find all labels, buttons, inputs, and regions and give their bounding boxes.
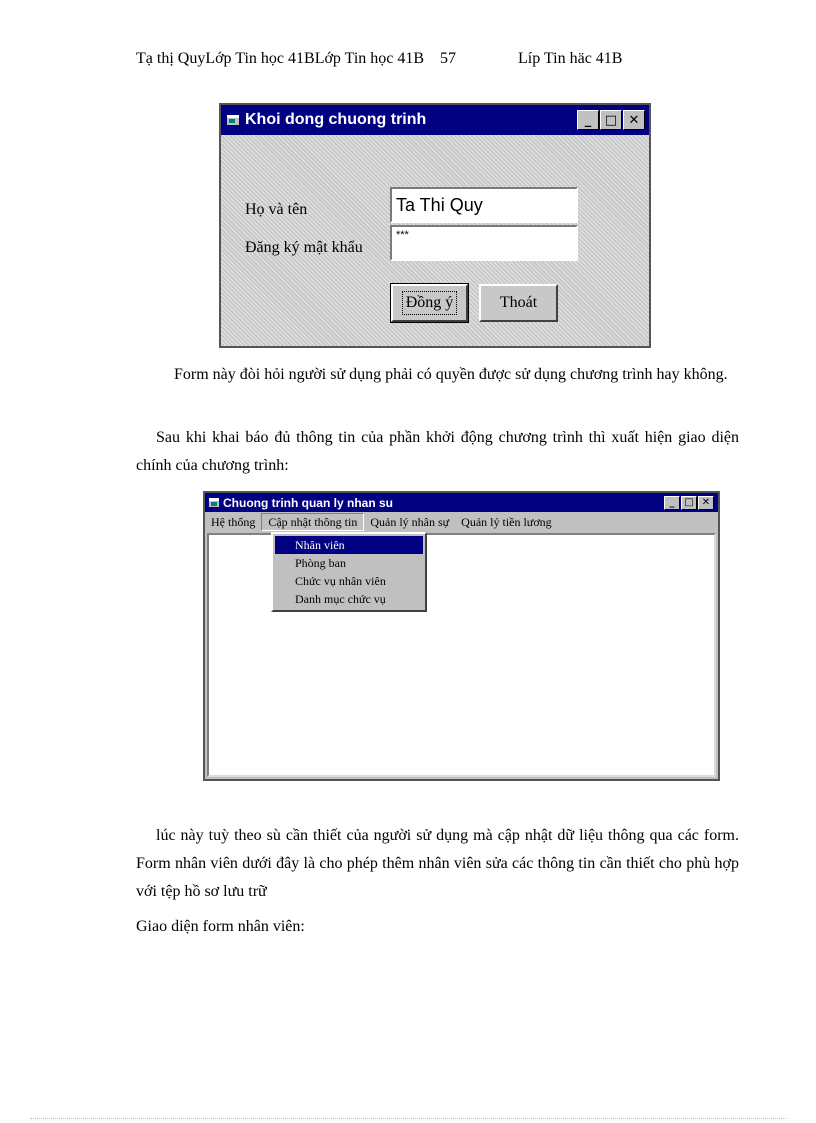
menu-item-chuc-vu-nhan-vien[interactable]: Chức vụ nhân viên — [295, 574, 386, 588]
exit-button-label: Thoát — [499, 294, 538, 311]
page-header-left: Tạ thị QuyLớp Tin học 41BLớp Tin học 41B — [136, 50, 425, 67]
password-field[interactable]: *** — [390, 225, 578, 261]
login-dialog-titlebar — [221, 105, 649, 135]
app-window-icon — [209, 498, 219, 507]
app-window-icon — [227, 115, 239, 125]
maximize-button[interactable] — [600, 110, 622, 130]
menu-item-danh-muc-chuc-vu[interactable]: Danh mục chức vụ — [295, 592, 386, 606]
login-dialog — [219, 103, 651, 348]
minimize-icon: _ — [669, 496, 675, 508]
page-header-right: Líp Tin häc 41B — [518, 50, 623, 67]
window-controls — [577, 110, 645, 130]
menu-bar — [205, 512, 718, 532]
menu-quan-ly-nhan-su[interactable]: Quản lý nhân sự — [370, 515, 450, 529]
menu-item-phong-ban[interactable]: Phòng ban — [295, 556, 346, 570]
close-button[interactable] — [698, 496, 714, 510]
main-window-titlebar — [205, 493, 718, 512]
name-field[interactable]: Ta Thi Quy — [390, 187, 578, 223]
page-bottom-rule — [30, 1118, 786, 1119]
maximize-icon: □ — [604, 112, 618, 128]
close-icon: ✕ — [701, 496, 711, 508]
menu-cap-nhat-thong-tin[interactable]: Cập nhật thông tin — [261, 513, 364, 531]
paragraph-1: Form này đòi hỏi người sử dụng phải có quyền được sử dụng chương trình hay không. — [174, 366, 728, 383]
menu-quan-ly-tien-luong[interactable]: Quản lý tiền lương — [461, 515, 552, 529]
paragraph-3: lúc này tuỳ theo sù cần thiết của người sử dụng mà cập nhật dữ liệu thông qua các form. Form nhân viên dưới đây là cho phép thêm nhân viên sửa các thông tin cần thiết cho phù hợp với tệp hồ sơ lưu trữ — [136, 827, 739, 900]
maximize-icon: □ — [684, 496, 694, 508]
menu-he-thong[interactable]: Hệ thống — [211, 515, 256, 529]
ok-button-label: Đồng ý — [402, 291, 458, 315]
minimize-button[interactable] — [664, 496, 680, 510]
minimize-icon: _ — [584, 112, 592, 128]
main-window-title: Chuong trinh quan ly nhan su — [223, 495, 393, 510]
minimize-button[interactable] — [577, 110, 599, 130]
close-button[interactable] — [623, 110, 645, 130]
window-controls — [664, 496, 714, 510]
menu-item-nhan-vien[interactable]: Nhân viên — [275, 536, 423, 554]
ok-button[interactable] — [391, 284, 468, 322]
close-icon: ✕ — [628, 112, 640, 128]
login-dialog-title: Khoi dong chuong trinh — [245, 111, 427, 128]
paragraph-2: Sau khi khai báo đủ thông tin của phần khởi động chương trình thì xuất hiện giao diện chính của chương trình: — [136, 429, 739, 474]
exit-button[interactable] — [479, 284, 558, 322]
dropdown-menu — [271, 532, 427, 612]
password-label: Đăng ký mật khẩu — [245, 239, 363, 256]
page-number: 57 — [440, 50, 456, 67]
name-label: Họ và tên — [245, 201, 308, 218]
paragraph-4: Giao diện form nhân viên: — [136, 918, 305, 935]
maximize-button[interactable] — [681, 496, 697, 510]
